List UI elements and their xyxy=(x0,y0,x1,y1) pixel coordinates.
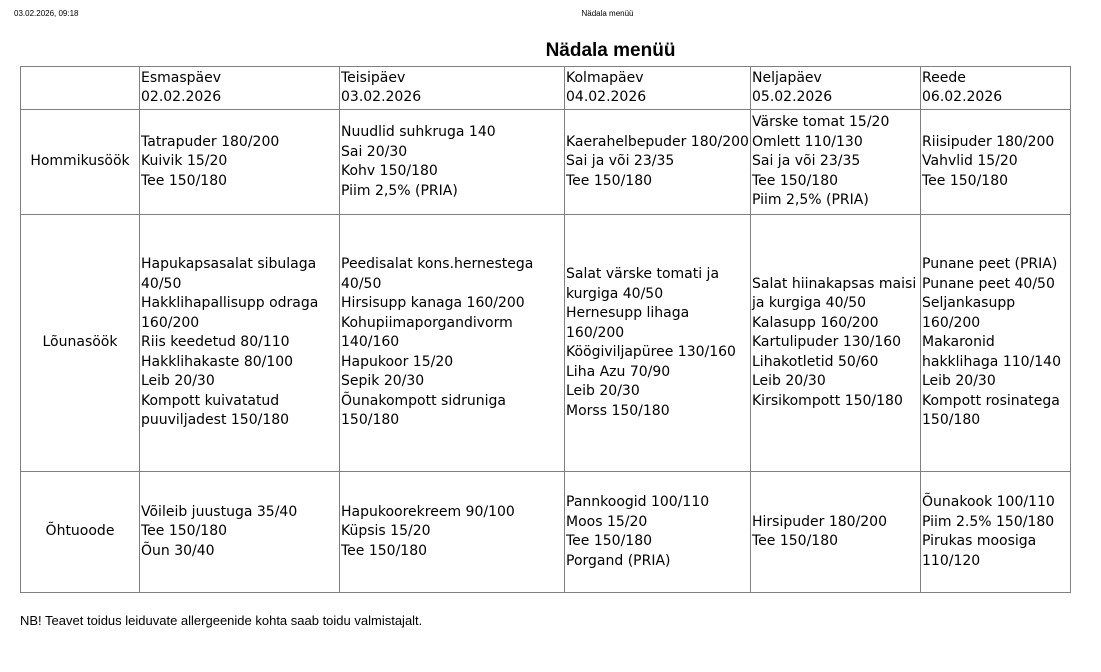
menu-item: Küpsis 15/20 xyxy=(341,523,431,540)
menu-item: Nuudlid suhkruga 140 xyxy=(341,124,496,140)
menu-item: Tee 150/180 xyxy=(566,533,653,549)
menu-item: Leib 20/30 xyxy=(141,373,215,390)
day-name: Esmaspäev xyxy=(141,69,222,86)
day-name: Reede xyxy=(922,69,966,86)
menu-item: Lihakotletid 50/60 xyxy=(752,353,879,370)
menu-item: Riis keedetud 80/110 xyxy=(141,334,290,351)
menu-item: Sai ja või 23/35 xyxy=(752,153,861,170)
menu-item: Peedisalat kons.hernestega 40/50 xyxy=(341,256,534,292)
menu-item: Salat hiinakapsas maisi ja kurgiga 40/50 xyxy=(752,275,917,312)
menu-item: Leib 20/30 xyxy=(752,373,826,390)
menu-cell xyxy=(565,472,751,593)
menu-item: Võileib juustuga 35/40 xyxy=(141,503,298,520)
menu-item: Makaronid hakklihaga 110/140 xyxy=(922,334,1061,370)
menu-item: Salat värske tomati ja kurgiga 40/50 xyxy=(566,266,720,302)
menu-item: Kompott kuivatatud puuviljadest 150/180 xyxy=(141,392,290,429)
menu-item: Seljankasupp 160/200 xyxy=(922,295,1016,331)
menu-table xyxy=(20,66,1071,593)
menu-cell xyxy=(751,215,921,472)
meal-row xyxy=(21,110,1071,215)
day-name: Kolmapäev xyxy=(566,69,644,86)
menu-item: Hapukoor 15/20 xyxy=(341,353,454,370)
meal-label: Õhtuoode xyxy=(21,472,140,593)
print-doc-title: Nädala menüü xyxy=(581,9,634,18)
meal-row xyxy=(21,472,1071,593)
menu-item: Kuivik 15/20 xyxy=(141,153,228,170)
day-header xyxy=(751,67,921,110)
menu-item: Porgand (PRIA) xyxy=(566,552,671,569)
menu-item: Õunakompott sidruniga 150/180 xyxy=(341,392,506,429)
menu-cell xyxy=(340,472,565,593)
menu-item: Pannkoogid 100/110 xyxy=(566,494,710,510)
menu-item: Hernesupp lihaga 160/200 xyxy=(566,305,690,341)
allergen-note: NB! Teavet toidus leiduvate allergeenide kohta saab toidu valmistajalt. xyxy=(20,613,423,628)
menu-item: Õunakook 100/110 xyxy=(922,494,1055,510)
menu-item: Kaerahelbepuder 180/200 xyxy=(566,133,749,150)
day-date: 02.02.2026 xyxy=(141,89,222,105)
menu-item: Sai ja või 23/35 xyxy=(566,153,675,170)
day-name: Neljapäev xyxy=(752,69,822,86)
menu-item: Punane peet (PRIA) xyxy=(922,256,1058,273)
menu-item: Hapukoorekreem 90/100 xyxy=(341,503,515,520)
menu-item: Kompott rosinatega 150/180 xyxy=(922,392,1060,429)
menu-item: Piim 2,5% (PRIA) xyxy=(341,182,458,199)
menu-item: Punane peet 40/50 xyxy=(922,275,1055,292)
menu-item: Kohupiimaporgandivorm 140/160 xyxy=(341,314,513,351)
day-header xyxy=(340,67,565,110)
menu-cell xyxy=(140,215,340,472)
header-row xyxy=(21,67,1071,110)
menu-item: Piim 2.5% 150/180 xyxy=(922,513,1055,530)
menu-cell xyxy=(340,110,565,215)
day-date: 06.02.2026 xyxy=(922,89,1003,105)
print-header xyxy=(0,9,1101,23)
menu-item: Tee 150/180 xyxy=(566,172,653,189)
menu-item: Hirsisupp kanaga 160/200 xyxy=(341,295,525,312)
day-date: 03.02.2026 xyxy=(341,89,422,105)
menu-item: Leib 20/30 xyxy=(566,383,640,399)
menu-item: Liha Azu 70/90 xyxy=(566,363,671,380)
meal-label: Hommikusöök xyxy=(21,110,140,215)
menu-cell xyxy=(921,110,1071,215)
menu-item: Värske tomat 15/20 xyxy=(752,114,890,131)
menu-item: Sai 20/30 xyxy=(341,143,408,160)
menu-cell xyxy=(921,215,1071,472)
menu-item: Kirsikompott 150/180 xyxy=(752,392,903,409)
page-title: Nädala menüü xyxy=(545,40,676,61)
menu-item: Õun 30/40 xyxy=(141,542,215,559)
menu-item: Hakklihakaste 80/100 xyxy=(141,353,294,370)
menu-cell xyxy=(751,472,921,593)
menu-cell xyxy=(565,110,751,215)
day-date: 04.02.2026 xyxy=(566,89,647,105)
menu-cell xyxy=(340,215,565,472)
print-timestamp: 03.02.2026, 09:18 xyxy=(14,9,79,18)
meal-row xyxy=(21,215,1071,472)
menu-item: Pirukas moosiga 110/120 xyxy=(922,533,1037,569)
corner-cell xyxy=(21,67,140,110)
menu-item: Morss 150/180 xyxy=(566,402,670,419)
menu-item: Tee 150/180 xyxy=(141,523,228,540)
menu-item: Kartulipuder 130/160 xyxy=(752,334,902,351)
menu-item: Kalasupp 160/200 xyxy=(752,314,879,331)
menu-item: Omlett 110/130 xyxy=(752,133,863,150)
menu-cell xyxy=(921,472,1071,593)
menu-item: Tatrapuder 180/200 xyxy=(141,133,280,150)
menu-item: Hakklihapallisupp odraga 160/200 xyxy=(141,295,319,331)
menu-cell xyxy=(140,110,340,215)
day-date: 05.02.2026 xyxy=(752,89,833,105)
menu-item: Tee 150/180 xyxy=(752,172,839,189)
menu-item: Tee 150/180 xyxy=(922,172,1009,189)
menu-cell xyxy=(565,215,751,472)
menu-item: Moos 15/20 xyxy=(566,513,648,530)
day-header xyxy=(565,67,751,110)
menu-item: Piim 2,5% (PRIA) xyxy=(752,192,869,209)
menu-item: Riisipuder 180/200 xyxy=(922,133,1055,150)
day-name: Teisipäev xyxy=(341,69,406,86)
menu-item: Leib 20/30 xyxy=(922,373,996,390)
menu-item: Tee 150/180 xyxy=(752,533,839,549)
menu-item: Sepik 20/30 xyxy=(341,373,425,390)
day-header xyxy=(921,67,1071,110)
menu-item: Köögiviljapüree 130/160 xyxy=(566,344,736,360)
menu-cell xyxy=(751,110,921,215)
menu-item: Tee 150/180 xyxy=(341,542,428,559)
menu-item: Kohv 150/180 xyxy=(341,163,438,179)
meal-label: Lõunasöök xyxy=(21,215,140,472)
menu-item: Tee 150/180 xyxy=(141,172,228,189)
menu-cell xyxy=(140,472,340,593)
day-header xyxy=(140,67,340,110)
menu-item: Hirsipuder 180/200 xyxy=(752,513,887,530)
menu-item: Vahvlid 15/20 xyxy=(922,153,1018,170)
menu-item: Hapukapsasalat sibulaga 40/50 xyxy=(141,256,317,292)
